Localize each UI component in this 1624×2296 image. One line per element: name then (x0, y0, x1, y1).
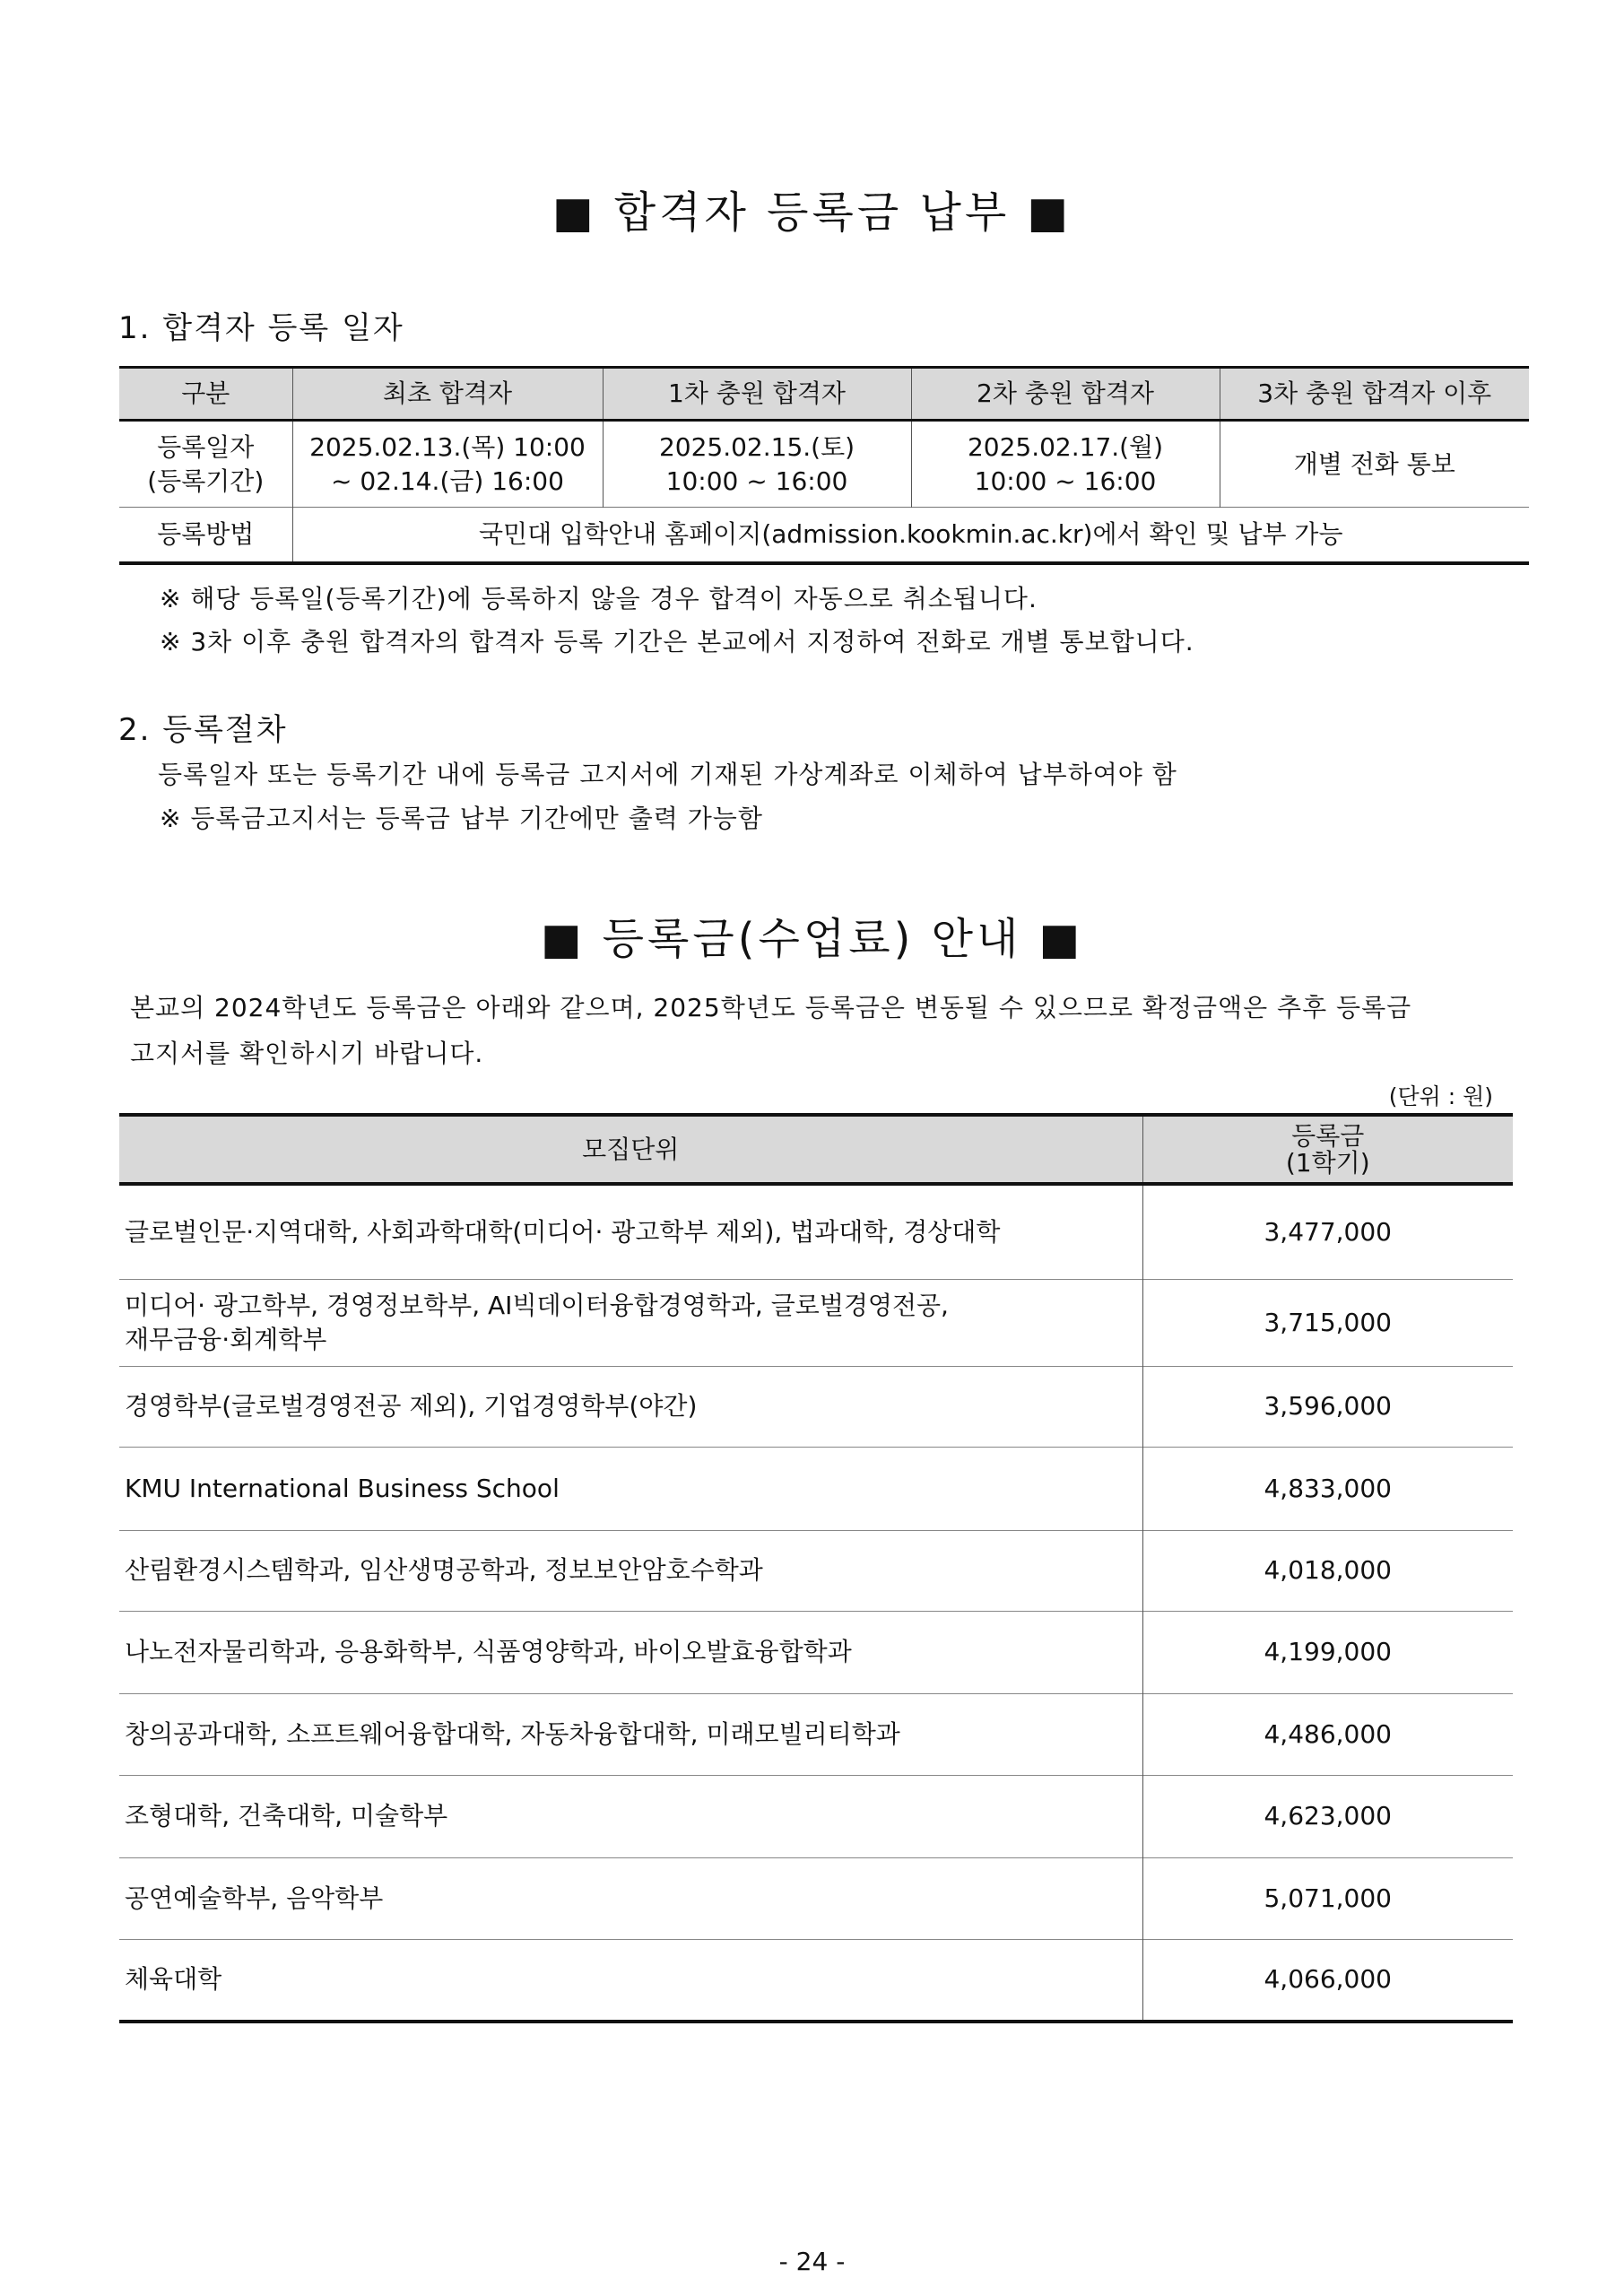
header-cell: 최초 합격자 (292, 368, 603, 421)
unit-name-line: 산림환경시스템학과, 임산생명공학과, 정보보안암호수학과 (125, 1555, 763, 1586)
table-row (119, 421, 1529, 508)
unit-name (119, 1530, 1142, 1611)
table-row (119, 1775, 1513, 1857)
unit-name-line: 공연예술학부, 음악학부 (125, 1883, 384, 1913)
unit-label: (단위 : 원) (1388, 1083, 1493, 1109)
fee-value: 4,199,000 (1142, 1611, 1513, 1693)
fee-value: 4,486,000 (1142, 1693, 1513, 1775)
fee-value: 4,018,000 (1142, 1530, 1513, 1611)
note: ※ 해당 등록일(등록기간)에 등록하지 않을 경우 합격이 자동으로 취소됩니다. (160, 584, 1038, 613)
procedure-text: 등록일자 또는 등록기간 내에 등록금 고지서에 기재된 가상계좌로 이체하여 납부하여야 함 (158, 760, 1177, 789)
unit-name (119, 1939, 1142, 2022)
header-fee (1142, 1115, 1513, 1184)
unit-name-line: 미디어· 광고학부, 경영정보학부, AI빅데이터융합경영학과, 글로벌경영전공, (125, 1290, 949, 1320)
unit-name-line: 나노전자물리학과, 응용화학부, 식품영양학과, 바이오발효융합학과 (125, 1637, 852, 1667)
table-row (119, 1184, 1513, 1279)
unit-name-line: 체육대학 (125, 1964, 222, 1995)
unit-name (119, 1775, 1142, 1857)
date-line: 10:00 ~ 16:00 (665, 465, 848, 496)
table-row (119, 1611, 1513, 1693)
row-label (119, 421, 292, 508)
date-cell (911, 421, 1220, 508)
unit-name (119, 1611, 1142, 1693)
date-line: 2025.02.15.(토) (658, 431, 855, 462)
table-row (119, 1530, 1513, 1611)
header-line: 등록금 (1291, 1121, 1365, 1152)
fee-value: 3,715,000 (1142, 1279, 1513, 1366)
fee-value: 4,833,000 (1142, 1447, 1513, 1530)
header-cell: 2차 충원 합격자 (911, 368, 1220, 421)
table-row (119, 1366, 1513, 1447)
label-line: 등록일자 (157, 431, 255, 462)
unit-name-line: KMU International Business School (125, 1473, 560, 1503)
fee-value: 3,596,000 (1142, 1366, 1513, 1447)
table-header-row (119, 1115, 1513, 1184)
intro-text: 본교의 2024학년도 등록금은 아래와 같으며, 2025학년도 등록금은 변동될 수 있으므로 확정금액은 추후 등록금 (130, 993, 1412, 1022)
table-row (119, 1279, 1513, 1366)
fee-table (119, 1113, 1513, 2023)
section-title-fee: ■ 등록금(수업료) 안내 ■ (541, 914, 1083, 964)
method-cell: 국민대 입학안내 홈페이지(admission.kookmin.ac.kr)에서 확인 및 납부 가능 (292, 508, 1529, 563)
date-line: 2025.02.13.(목) 10:00 (309, 431, 586, 462)
fee-value: 4,623,000 (1142, 1775, 1513, 1857)
procedure-note: ※ 등록금고지서는 등록금 납부 기간에만 출력 가능함 (160, 804, 763, 833)
unit-name-line: 조형대학, 건축대학, 미술학부 (125, 1801, 448, 1831)
label-line: (등록기간) (147, 465, 265, 496)
unit-name-line: 글로벌인문·지역대학, 사회과학대학(미디어· 광고학부 제외), 법과대학, 경상대학 (125, 1216, 1001, 1247)
table-row (119, 508, 1529, 563)
date-line: 2025.02.17.(월) (967, 431, 1164, 462)
unit-name (119, 1184, 1142, 1279)
unit-name (119, 1279, 1142, 1366)
row-label: 등록방법 (119, 508, 292, 563)
header-cell: 1차 충원 합격자 (603, 368, 911, 421)
table-header-row (119, 368, 1529, 421)
unit-name-line: 경영학부(글로벌경영전공 제외), 기업경영학부(야간) (125, 1391, 698, 1422)
header-cell: 3차 충원 합격자 이후 (1220, 368, 1529, 421)
table-row (119, 1939, 1513, 2022)
date-line: ~ 02.14.(금) 16:00 (331, 465, 564, 496)
table-row (119, 1693, 1513, 1775)
table-row (119, 1447, 1513, 1530)
date-line: 10:00 ~ 16:00 (974, 465, 1157, 496)
section1-heading: 1. 합격자 등록 일자 (118, 310, 404, 346)
unit-name-line: 창의공과대학, 소프트웨어융합대학, 자동차융합대학, 미래모빌리티학과 (125, 1718, 900, 1749)
unit-name (119, 1447, 1142, 1530)
date-cell (603, 421, 911, 508)
date-cell (292, 421, 603, 508)
fee-value: 4,066,000 (1142, 1939, 1513, 2022)
fee-value: 5,071,000 (1142, 1857, 1513, 1939)
intro-text: 고지서를 확인하시기 바랍니다. (130, 1039, 484, 1068)
section2-heading: 2. 등록절차 (118, 712, 288, 748)
note: ※ 3차 이후 충원 합격자의 합격자 등록 기간은 본교에서 지정하여 전화로 개별 통보합니다. (160, 627, 1194, 657)
registration-date-table (119, 366, 1529, 565)
fee-value: 3,477,000 (1142, 1184, 1513, 1279)
date-cell: 개별 전화 통보 (1220, 421, 1529, 508)
header-unit: 모집단위 (119, 1115, 1142, 1184)
page-number: - 24 - (778, 2247, 846, 2276)
page-title: ■ 합격자 등록금 납부 ■ (552, 187, 1072, 238)
unit-name (119, 1857, 1142, 1939)
header-line: (1학기) (1285, 1147, 1370, 1178)
unit-name-line: 재무금융·회계학부 (125, 1324, 327, 1354)
unit-name (119, 1366, 1142, 1447)
unit-name (119, 1693, 1142, 1775)
header-cell: 구분 (119, 368, 292, 421)
table-row (119, 1857, 1513, 1939)
